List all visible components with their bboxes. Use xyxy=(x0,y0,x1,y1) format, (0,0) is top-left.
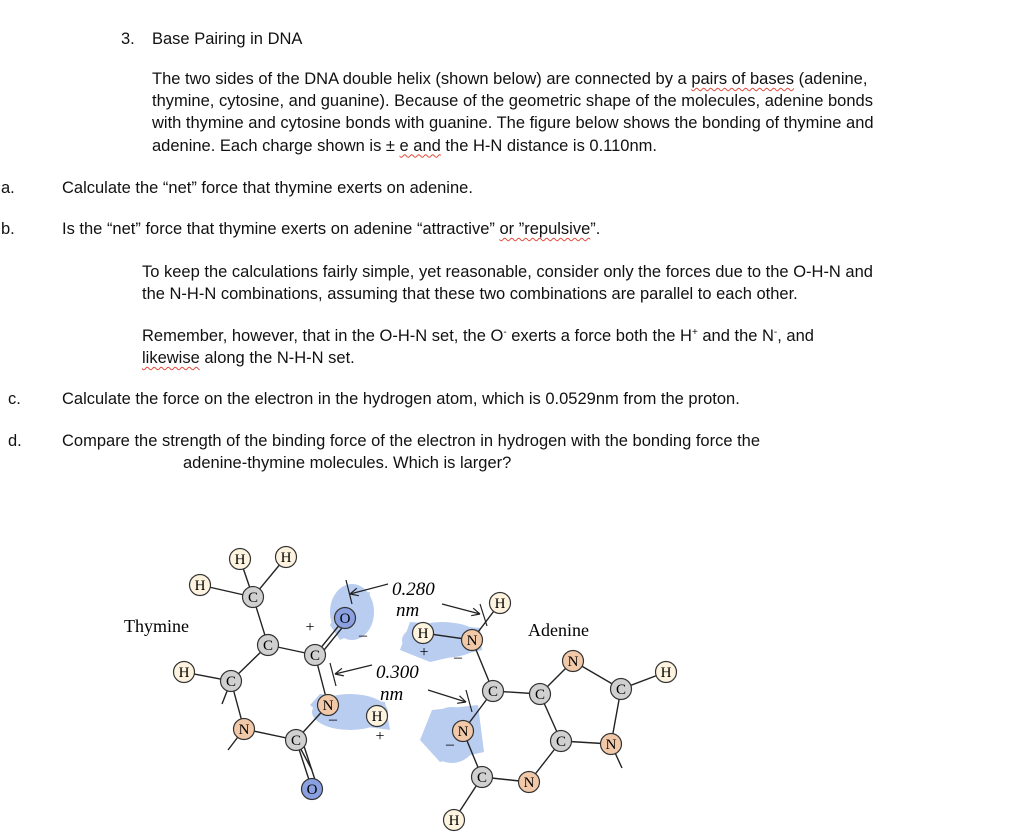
question-c-label: c. xyxy=(8,390,21,408)
atom-c xyxy=(258,635,279,656)
negative-charge: – xyxy=(329,711,337,728)
atom-symbol: H xyxy=(448,813,460,829)
intro-line: with thymine and cytosine bonds with guanine. The figure below shows the bonding of thymine and xyxy=(152,114,874,133)
note-text: exerts a force both the H xyxy=(506,327,692,345)
note-line: the N-H-N combinations, assuming that these two combinations are parallel to each other. xyxy=(142,285,798,304)
atom-n xyxy=(519,772,540,793)
intro-text: the H-N distance is 0.110nm. xyxy=(440,136,657,155)
distance-1-arrow-right-head xyxy=(471,614,480,616)
charge-sup: + xyxy=(691,327,698,338)
distance-2-arrow-right-head xyxy=(457,702,466,703)
atom-h xyxy=(230,549,251,570)
atom-n xyxy=(563,651,584,672)
atom-symbol: O xyxy=(306,782,318,798)
negative-charge: – xyxy=(454,649,462,666)
atom-h xyxy=(656,662,677,683)
atom-c xyxy=(286,730,307,751)
atom-h xyxy=(174,662,195,683)
question-b-text-part: Is the “net” force that thymine exerts on adenine “attractive” xyxy=(62,220,500,238)
thymine-label: Thymine xyxy=(124,616,189,636)
atom-o xyxy=(335,608,356,629)
negative-charge: – xyxy=(359,627,367,644)
note-underlined: likewise xyxy=(142,349,200,368)
atom-n xyxy=(234,719,255,740)
distance-2-value: 0.300 xyxy=(376,662,419,683)
atom-o xyxy=(302,779,323,800)
atom-h xyxy=(413,623,434,644)
note-line: To keep the calculations fairly simple, yet reasonable, consider only the forces due to the O-H-N and xyxy=(142,263,873,281)
atom-symbol: H xyxy=(234,552,246,568)
note-text: , and xyxy=(777,327,814,345)
atom-symbol: C xyxy=(290,733,302,749)
question-b-underlined: or ”repulsive xyxy=(499,220,591,238)
question-b-label: b. xyxy=(1,220,15,238)
atom-symbol: H xyxy=(660,665,672,681)
question-d-label: d. xyxy=(8,432,22,450)
note-text: and the N xyxy=(697,327,774,345)
distance-1-tick xyxy=(480,604,487,626)
atom-symbol: C xyxy=(247,590,259,606)
atom-h xyxy=(444,810,465,831)
question-number: 3. xyxy=(121,30,135,48)
atom-symbol: H xyxy=(417,626,429,642)
atom-n xyxy=(462,630,483,651)
note-text: Remember, however, that in the O-H-N set, the O xyxy=(142,327,504,345)
negative-charge: – xyxy=(446,736,454,753)
question-c-text: Calculate the force on the electron in the hydrogen atom, which is 0.0529nm from the proton. xyxy=(62,390,740,408)
distance-2-arrow-left-head xyxy=(335,674,344,676)
question-a-text: Calculate the “net” force that thymine exerts on adenine. xyxy=(62,179,473,197)
atom-symbol: C xyxy=(225,674,237,690)
question-a-label: a. xyxy=(1,179,15,197)
atom-h xyxy=(276,547,297,568)
charge-sup: - xyxy=(773,327,778,338)
positive-charge: + xyxy=(419,644,429,661)
atom-symbol: C xyxy=(476,770,488,786)
note-text: along the N-H-N set. xyxy=(199,349,355,368)
atom-symbol: N xyxy=(457,724,469,740)
atom-c xyxy=(483,681,504,702)
intro-underlined-phrase: pairs of bases xyxy=(691,70,795,88)
atom-c xyxy=(551,731,572,752)
atom-symbol: O xyxy=(339,611,351,627)
distance-2-unit: nm xyxy=(380,684,404,705)
atom-symbol: C xyxy=(309,648,321,664)
adenine-label: Adenine xyxy=(528,620,589,640)
atom-c xyxy=(243,587,264,608)
atom-symbol: C xyxy=(262,638,274,654)
atom-symbol: H xyxy=(494,596,506,612)
positive-charge: + xyxy=(305,619,315,636)
atom-symbol: N xyxy=(567,654,579,670)
atom-h xyxy=(190,575,211,596)
question-d-text-line2: adenine-thymine molecules. Which is larger? xyxy=(183,454,512,472)
distance-1-unit: nm xyxy=(396,600,420,621)
intro-text: (adenine, xyxy=(794,70,868,88)
atom-symbol: H xyxy=(194,578,206,594)
intro-underlined-phrase: e and xyxy=(399,136,441,155)
atom-symbol: C xyxy=(555,734,567,750)
atom-h xyxy=(367,706,388,727)
question-b-text-part: ”. xyxy=(590,220,601,238)
atom-c xyxy=(221,671,242,692)
atom-symbol: N xyxy=(466,633,478,649)
atom-c xyxy=(472,767,493,788)
page-title: Base Pairing in DNA xyxy=(152,30,303,48)
atom-h xyxy=(490,593,511,614)
atom-symbol: N xyxy=(523,775,535,791)
atom-n xyxy=(453,721,474,742)
atom-symbol: N xyxy=(322,698,334,714)
atom-symbol: C xyxy=(534,687,546,703)
atom-symbol: H xyxy=(178,665,190,681)
atom-c xyxy=(530,684,551,705)
intro-text: adenine. Each charge shown is ± xyxy=(152,136,400,155)
atom-symbol: N xyxy=(605,737,617,753)
atom-n xyxy=(601,734,622,755)
atom-c xyxy=(305,645,326,666)
charge-sup: - xyxy=(503,327,507,338)
atom-symbol: C xyxy=(615,682,627,698)
atom-c xyxy=(611,679,632,700)
distance-1-value: 0.280 xyxy=(392,579,435,600)
positive-charge: + xyxy=(375,728,385,745)
intro-text: The two sides of the DNA double helix (shown below) are connected by a xyxy=(152,70,692,88)
atom-symbol: H xyxy=(371,709,383,725)
question-d-text-line1: Compare the strength of the binding force of the electron in hydrogen with the bonding force the xyxy=(62,432,761,450)
atom-symbol: N xyxy=(238,722,250,738)
atom-symbol: H xyxy=(280,550,292,566)
atom-symbol: C xyxy=(487,684,499,700)
intro-line: thymine, cytosine, and guanine). Because of the geometric shape of the molecules, adenine bonds xyxy=(152,92,873,111)
